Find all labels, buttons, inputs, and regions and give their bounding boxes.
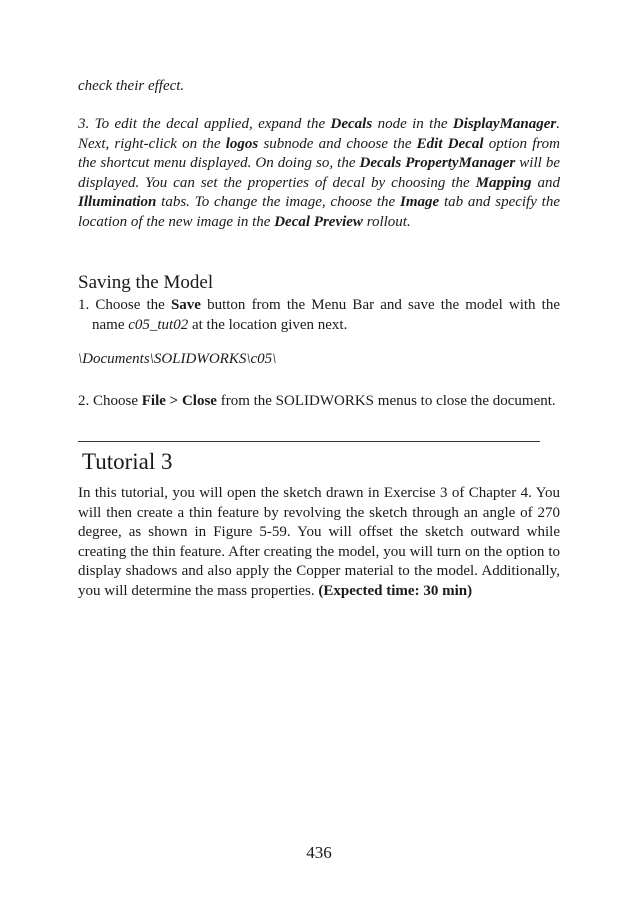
save-step-bold-save: Save bbox=[170, 297, 201, 313]
step3-text-7: and bbox=[531, 174, 560, 191]
step3-bold-decals: Decals bbox=[330, 116, 373, 132]
saving-step-2 bbox=[78, 392, 560, 412]
close-step-text-2: from the SOLIDWORKS menus to close the document. bbox=[216, 393, 556, 409]
close-step-text-1: 2. Choose bbox=[78, 393, 142, 409]
step3-text-3: . Next, right-click on the bbox=[78, 116, 560, 152]
step3-bold-decals-propertymanager: Decals PropertyManager bbox=[359, 155, 516, 171]
step3-text-4: subnode and choose the bbox=[258, 135, 417, 152]
tutorial-3-text: In this tutorial, you will open the sketch drawn in Exercise 3 of Chapter 4. You will then create a thin feature by revolving the sketch through an angle of 270 degree, as shown in Figure 5-59. You will offset the sketch outward while creating the thin feature. After creating the model, you will turn on the option to display shadows and also apply the Copper material to the model. Additionally, you will determine the mass properties. bbox=[78, 485, 560, 599]
save-location-path bbox=[78, 350, 560, 370]
save-step-italic-filename: c05_tut02 bbox=[128, 316, 189, 333]
expected-time: (Expected time: 30 min) bbox=[318, 582, 473, 599]
step3-bold-logos: logos bbox=[225, 135, 259, 152]
step3-bold-edit-decal: Edit Decal bbox=[416, 135, 484, 152]
intro-text: check their effect. bbox=[78, 78, 185, 94]
step3-bold-illumination: Illumination bbox=[78, 194, 157, 210]
step3-bold-image: Image bbox=[400, 194, 440, 210]
step-3-paragraph bbox=[78, 115, 560, 232]
step3-bold-decal-preview: Decal Preview bbox=[274, 213, 363, 230]
step3-text-2: node in the bbox=[372, 116, 453, 132]
document-page bbox=[78, 0, 560, 900]
page-number: 436 bbox=[306, 843, 332, 862]
saving-step-1 bbox=[78, 296, 560, 335]
intro-line bbox=[78, 77, 560, 97]
step3-text-9: tab and specify the location of the new image in the bbox=[78, 194, 560, 230]
save-step-text-3: at the location given next. bbox=[188, 316, 348, 333]
step3-text-6: will be displayed. You can set the properties of decal by choosing the bbox=[78, 155, 560, 191]
step3-bold-mapping: Mapping bbox=[475, 174, 532, 191]
step3-text-1: 3. To edit the decal applied, expand the bbox=[78, 116, 331, 132]
section-divider bbox=[78, 441, 540, 442]
save-path-text: \Documents\SOLIDWORKS\c05\ bbox=[78, 351, 277, 367]
saving-the-model-heading: Saving the Model bbox=[78, 272, 214, 293]
save-step-text-1: 1. Choose the bbox=[78, 297, 171, 313]
tutorial-3-body bbox=[78, 484, 560, 601]
step3-bold-displaymanager: DisplayManager bbox=[452, 116, 557, 132]
step3-text-10: rollout. bbox=[362, 213, 411, 230]
step3-text-8: tabs. To change the image, choose the bbox=[156, 194, 400, 210]
tutorial-3-heading: Tutorial 3 bbox=[82, 449, 173, 474]
step3-text-5: option from the shortcut menu displayed. On doing so, the bbox=[78, 135, 560, 171]
close-step-bold-file-close: File > Close bbox=[141, 393, 217, 409]
save-step-text-2: button from the Menu Bar and save the model with the name bbox=[92, 297, 560, 333]
